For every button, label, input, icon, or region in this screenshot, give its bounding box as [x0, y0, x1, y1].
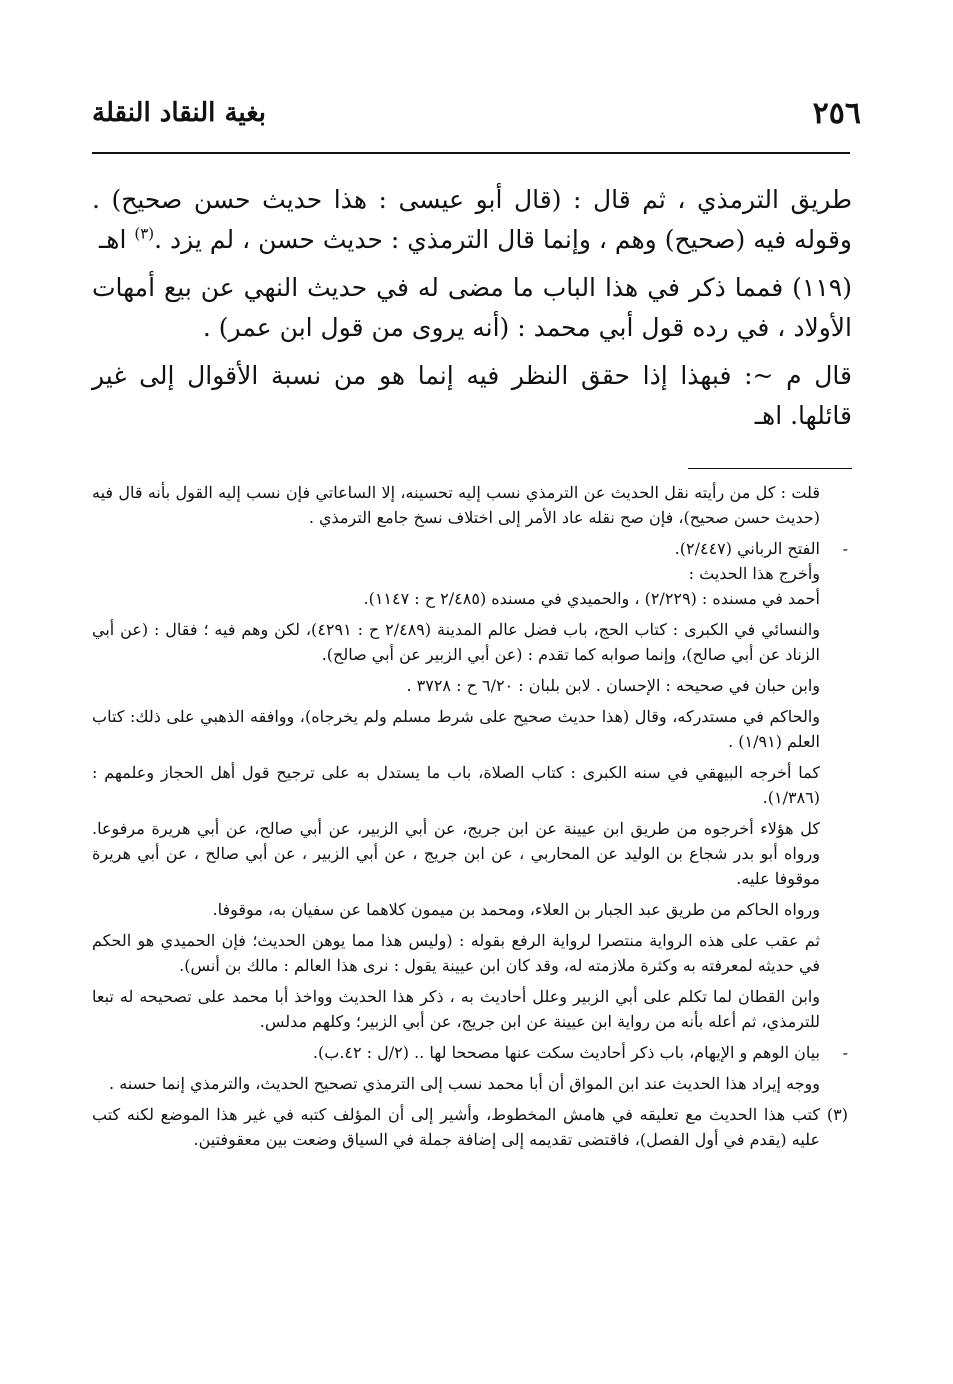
footnote-dash: -	[842, 539, 848, 558]
footnote-3	[92, 1102, 850, 1152]
footnote-line: والنسائي في الكبرى : كتاب الحج، باب فضل عالم المدينة (٢/٤٨٩ ح : ٤٢٩١)، لكن وهم فيه ؛ فقال : (عن أبي الزناد عن أبي صالح)، وإنما صوابه كما تقدم : (عن أبي الزبير عن أبي صالح).	[92, 620, 821, 664]
footnote-text: وأخرج هذا الحديث :	[688, 564, 820, 583]
footnote-line: كل هؤلاء أخرجوه من طريق ابن عيينة عن ابن جريج، عن أبي الزبير، عن أبي صالح، عن أبي هريرة مرفوعا. ورواه أبو بدر شجاع بن الوليد عن المحاربي ، عن ابن جريج ، عن أبي الزبير ، عن أبي صالح ، عن أبي هريرة موقوفا عليه.	[92, 819, 820, 888]
paragraph-1-end: اهـ	[98, 225, 135, 254]
header-rule	[92, 152, 850, 154]
paragraph-2: (١١٩) فمما ذكر في هذا الباب ما مضى له في حديث النهي عن بيع أمهات الأولاد ، في رده قول أبي محمد : (أنه يروى من قول ابن عمر) .	[92, 273, 852, 342]
footnote-text: أحمد في مسنده : (٢/٢٢٩) ، والحميدي في مسنده (٢/٤٨٥ ح : ١١٤٧).	[363, 589, 820, 608]
footnote-label: (٣)	[826, 1105, 848, 1124]
book-title: بغية النقاد النقلة	[92, 98, 267, 128]
footnote-line: وابن القطان لما تكلم على أبي الزبير وعلل أحاديث به ، ذكر هذا الحديث وواخذ أبا محمد على تصحيحه له تبعا للترمذي، ثم أعله بأنه من رواية ابن عيينة عن ابن جريج، عن أبي الزبير؛ وكلهم مدلس.	[92, 987, 820, 1031]
footnote-text: كتب هذا الحديث مع تعليقه في هامش المخطوط، وأشير إلى أن المؤلف كتبه في غير هذا الموضع لكنه كتب عليه (يقدم في أول الفصل)، فاقتضى تقديمه إلى إضافة جملة في السياق وضعت بين معقوفتين.	[92, 1105, 820, 1149]
footnote-ref-3[interactable]: (٣)	[134, 224, 155, 243]
footnote-dash: -	[842, 1043, 848, 1062]
footnote-line	[92, 536, 850, 611]
page-number: ٢٥٦	[812, 96, 861, 131]
footnote-line: قلت : كل من رأيته نقل الحديث عن الترمذي نسب إليه تحسينه، إلا الساعاتي فإن نسب إليه القول بأنه قال فيه (حديث حسن صحيح)، فإن صح نقله عاد الأمر إلى اختلاف نسخ جامع الترمذي .	[92, 483, 820, 527]
footnote-line: والحاكم في مستدركه، وقال (هذا حديث صحيح على شرط مسلم ولم يخرجاه)، ووافقه الذهبي على ذلك: كتاب العلم (١/٩١) .	[92, 707, 820, 751]
footnote-separator	[688, 468, 852, 469]
footnotes	[92, 480, 850, 1158]
footnote-line: ثم عقب على هذه الرواية منتصرا لرواية الرفع بقوله : (وليس هذا مما يوهن الحديث؛ فإن الحميدي هو الحكم في حديثه لمعرفته به وكثرة ملازمته له، وقد كان ابن عيينة يقول : نرى هذا العالم : مالك بن أنس).	[92, 931, 820, 975]
paragraph-1-text: طريق الترمذي ، ثم قال : (قال أبو عيسى : هذا حديث حسن صحيح) . وقوله فيه (صحيح) وهم ، وإنما قال الترمذي : حديث حسن ، لم يزد .	[92, 185, 852, 254]
paragraph-1	[92, 180, 852, 260]
footnote-line: وابن حبان في صحيحه : الإحسان . لابن بلبان : ٦/٢٠ ح : ٣٧٢٨ .	[406, 676, 820, 695]
footnote-line: ورواه الحاكم من طريق عبد الجبار بن العلاء، ومحمد بن ميمون كلاهما عن سفيان به، موقوفا.	[212, 900, 820, 919]
running-head	[92, 96, 861, 146]
footnote-line: كما أخرجه البيهقي في سنه الكبرى : كتاب الصلاة، باب ما يستدل به على ترجيح قول أهل الحجاز وعلمهم : (١/٣٨٦).	[92, 763, 820, 807]
footnote-line: ووجه إيراد هذا الحديث عند ابن المواق أن أبا محمد نسب إلى الترمذي تصحيح الحديث، والترمذي إنما حسنه .	[109, 1074, 820, 1093]
footnote-text: بيان الوهم و الإيهام، باب ذكر أحاديث سكت عنها مصححا لها .. (٢/ل : ٤٢.ب).	[312, 1043, 820, 1062]
paragraph-3: قال م ~: فبهذا إذا حقق النظر فيه إنما هو من نسبة الأقوال إلى غير قائلها. اهـ	[92, 361, 852, 430]
footnote-text: الفتح الرباني (٢/٤٤٧).	[674, 539, 820, 558]
main-text	[92, 180, 852, 444]
footnote-line	[92, 1040, 850, 1065]
